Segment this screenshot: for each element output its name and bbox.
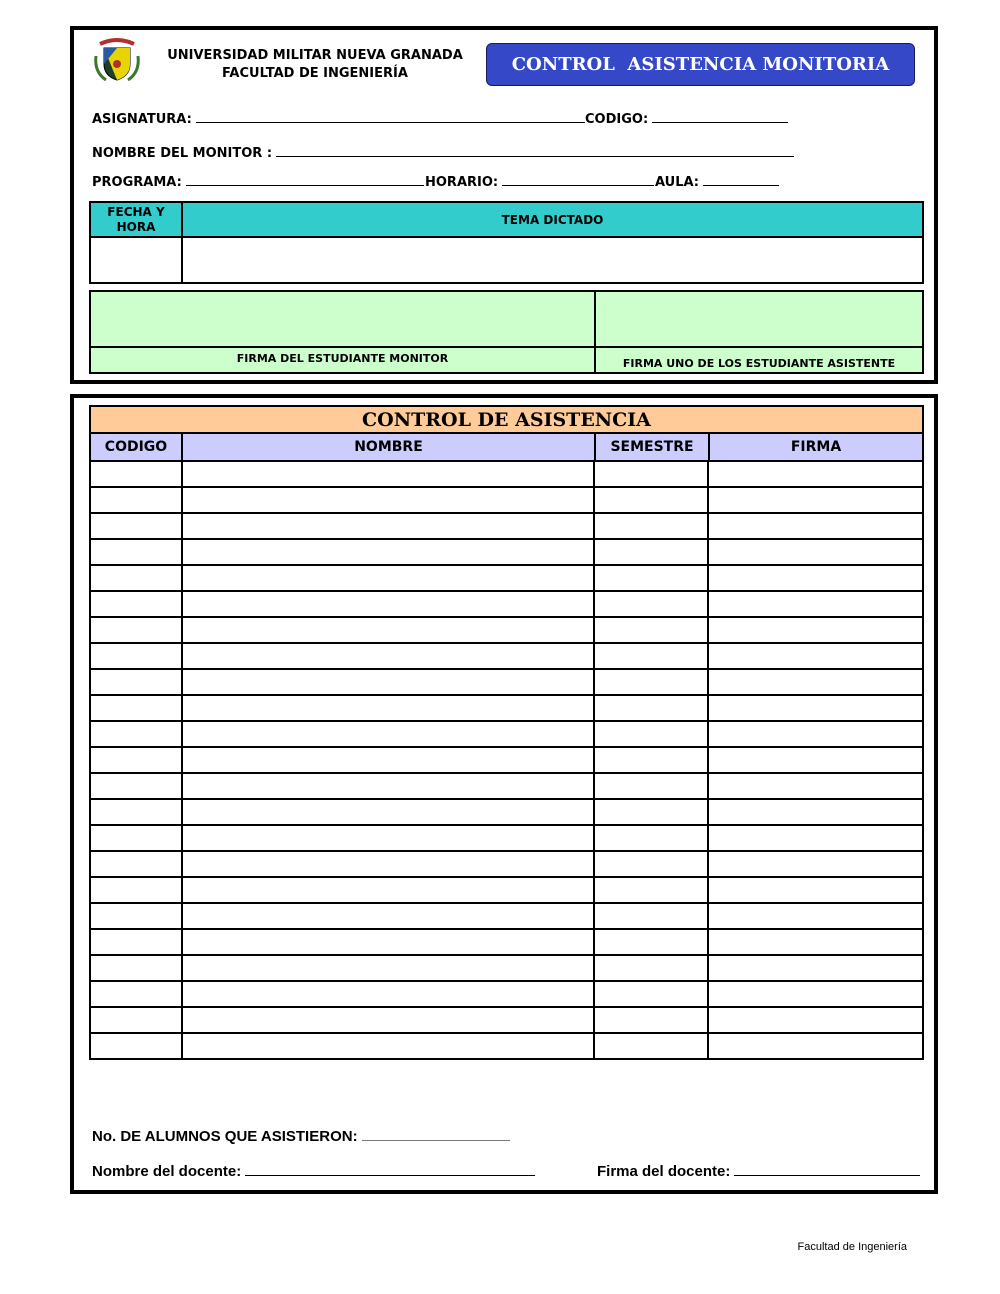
semestre-cell[interactable] xyxy=(594,1007,708,1033)
firma-cell[interactable] xyxy=(708,513,924,539)
attendance-row xyxy=(90,721,923,747)
attendance-row xyxy=(90,539,923,565)
codigo-label: CODIGO: xyxy=(585,112,649,127)
semestre-cell[interactable] xyxy=(594,877,708,903)
university-crest-logo xyxy=(90,34,144,86)
attendance-row xyxy=(90,1007,923,1033)
attendance-row xyxy=(90,695,923,721)
column-header-semestre xyxy=(594,432,710,462)
monitor-signature-area[interactable] xyxy=(89,290,596,348)
semestre-cell[interactable] xyxy=(594,981,708,1007)
attendance-row xyxy=(90,825,923,851)
firma-cell[interactable] xyxy=(708,1007,924,1033)
firma-cell[interactable] xyxy=(708,851,924,877)
fecha-hora-label: FECHA Y HORA xyxy=(107,204,165,234)
column-header-semestre-label: SEMESTRE xyxy=(610,439,694,455)
codigo-cell[interactable] xyxy=(90,851,182,877)
codigo-cell[interactable] xyxy=(90,1007,182,1033)
semestre-cell[interactable] xyxy=(594,669,708,695)
column-header-codigo xyxy=(89,432,183,462)
firma-cell[interactable] xyxy=(708,565,924,591)
semestre-cell[interactable] xyxy=(594,773,708,799)
form-title-box xyxy=(486,43,915,86)
monitor-signature-caption-cell xyxy=(89,346,596,374)
nombre-cell[interactable] xyxy=(182,825,594,851)
nombre-cell[interactable] xyxy=(182,877,594,903)
semestre-cell[interactable] xyxy=(594,643,708,669)
attendance-title-bar xyxy=(89,405,924,434)
semestre-cell[interactable] xyxy=(594,929,708,955)
aula-label: AULA: xyxy=(655,175,700,190)
nombre-cell[interactable] xyxy=(182,851,594,877)
semestre-cell[interactable] xyxy=(594,513,708,539)
column-header-firma-label: FIRMA xyxy=(790,439,842,455)
nombre-cell[interactable] xyxy=(182,643,594,669)
firma-cell[interactable] xyxy=(708,487,924,513)
nombre-cell[interactable] xyxy=(182,461,594,487)
semestre-cell[interactable] xyxy=(594,799,708,825)
semestre-cell[interactable] xyxy=(594,1033,708,1059)
nombre-cell[interactable] xyxy=(182,1033,594,1059)
firma-cell[interactable] xyxy=(708,721,924,747)
firma-cell[interactable] xyxy=(708,799,924,825)
attendance-row xyxy=(90,643,923,669)
column-header-firma xyxy=(708,432,924,462)
semestre-cell[interactable] xyxy=(594,747,708,773)
semestre-cell[interactable] xyxy=(594,851,708,877)
asignatura-field[interactable] xyxy=(92,110,585,128)
firma-cell[interactable] xyxy=(708,695,924,721)
nombre-cell[interactable] xyxy=(182,747,594,773)
codigo-cell[interactable] xyxy=(90,877,182,903)
asignatura-label: ASIGNATURA: xyxy=(92,112,192,127)
nombre-cell[interactable] xyxy=(182,1007,594,1033)
nombre-cell[interactable] xyxy=(182,695,594,721)
nombre-cell[interactable] xyxy=(182,617,594,643)
attendance-row xyxy=(90,617,923,643)
num-alumnos-field[interactable] xyxy=(92,1128,510,1145)
codigo-cell[interactable] xyxy=(90,981,182,1007)
semestre-cell[interactable] xyxy=(594,591,708,617)
codigo-cell[interactable] xyxy=(90,669,182,695)
nombre-cell[interactable] xyxy=(182,539,594,565)
num-alumnos-label: No. DE ALUMNOS QUE ASISTIERON: xyxy=(92,1128,358,1145)
semestre-cell[interactable] xyxy=(594,487,708,513)
firma-cell[interactable] xyxy=(708,591,924,617)
attendance-row xyxy=(90,903,923,929)
codigo-cell[interactable] xyxy=(90,955,182,981)
attendance-row xyxy=(90,487,923,513)
attendance-row xyxy=(90,955,923,981)
nombre-docente-field[interactable] xyxy=(92,1163,535,1180)
programa-field[interactable] xyxy=(92,173,424,191)
codigo-cell[interactable] xyxy=(90,747,182,773)
attendance-row xyxy=(90,747,923,773)
aula-field[interactable] xyxy=(655,173,779,191)
codigo-cell[interactable] xyxy=(90,539,182,565)
faculty-name: FACULTAD DE INGENIERÍA xyxy=(222,66,408,81)
semestre-cell[interactable] xyxy=(594,617,708,643)
horario-field[interactable] xyxy=(425,173,654,191)
horario-label: HORARIO: xyxy=(425,175,499,190)
semestre-cell[interactable] xyxy=(594,539,708,565)
nombre-cell[interactable] xyxy=(182,929,594,955)
firma-cell[interactable] xyxy=(708,877,924,903)
attendance-row xyxy=(90,513,923,539)
page-footer: Facultad de Ingeniería xyxy=(797,1241,907,1253)
attendance-row xyxy=(90,669,923,695)
codigo-cell[interactable] xyxy=(90,799,182,825)
codigo-cell[interactable] xyxy=(90,617,182,643)
firma-cell[interactable] xyxy=(708,747,924,773)
nombre-cell[interactable] xyxy=(182,981,594,1007)
nombre-cell[interactable] xyxy=(182,955,594,981)
codigo-cell[interactable] xyxy=(90,591,182,617)
tema-dictado-label: TEMA DICTADO xyxy=(501,212,604,227)
attendance-row xyxy=(90,929,923,955)
firma-docente-label: Firma del docente: xyxy=(597,1163,731,1180)
nombre-cell[interactable] xyxy=(182,773,594,799)
attendance-row xyxy=(90,773,923,799)
nombre-cell[interactable] xyxy=(182,487,594,513)
semestre-cell[interactable] xyxy=(594,565,708,591)
nombre-cell[interactable] xyxy=(182,903,594,929)
column-header-codigo-label: CODIGO xyxy=(104,439,168,455)
programa-label: PROGRAMA: xyxy=(92,175,182,190)
attendance-row xyxy=(90,851,923,877)
nombre-cell[interactable] xyxy=(182,669,594,695)
nombre-cell[interactable] xyxy=(182,799,594,825)
nombre-cell[interactable] xyxy=(182,591,594,617)
semestre-cell[interactable] xyxy=(594,461,708,487)
fecha-hora-input-cell[interactable] xyxy=(89,236,183,284)
firma-docente-field[interactable] xyxy=(597,1163,920,1180)
nombre-cell[interactable] xyxy=(182,565,594,591)
codigo-field[interactable] xyxy=(585,110,788,128)
form-title: CONTROL ASISTENCIA MONITORIA xyxy=(511,54,890,75)
codigo-cell[interactable] xyxy=(90,825,182,851)
semestre-cell[interactable] xyxy=(594,721,708,747)
nombre-cell[interactable] xyxy=(182,513,594,539)
firma-cell[interactable] xyxy=(708,669,924,695)
codigo-cell[interactable] xyxy=(90,513,182,539)
firma-cell[interactable] xyxy=(708,903,924,929)
nombre-cell[interactable] xyxy=(182,721,594,747)
codigo-cell[interactable] xyxy=(90,643,182,669)
codigo-cell[interactable] xyxy=(90,929,182,955)
attendance-table xyxy=(89,460,924,1060)
firma-cell[interactable] xyxy=(708,955,924,981)
tema-dictado-header xyxy=(181,201,924,238)
attendance-row xyxy=(90,591,923,617)
codigo-cell[interactable] xyxy=(90,1033,182,1059)
monitor-signature-label: FIRMA DEL ESTUDIANTE MONITOR xyxy=(236,351,449,365)
firma-cell[interactable] xyxy=(708,981,924,1007)
attendance-row xyxy=(90,1033,923,1059)
firma-cell[interactable] xyxy=(708,929,924,955)
codigo-cell[interactable] xyxy=(90,461,182,487)
firma-cell[interactable] xyxy=(708,539,924,565)
semestre-cell[interactable] xyxy=(594,903,708,929)
nombre-monitor-label: NOMBRE DEL MONITOR : xyxy=(92,146,273,161)
nombre-monitor-field[interactable] xyxy=(92,144,794,162)
codigo-cell[interactable] xyxy=(90,903,182,929)
firma-cell[interactable] xyxy=(708,617,924,643)
asistente-signature-label: FIRMA UNO DE LOS ESTUDIANTE ASISTENTE xyxy=(622,356,896,370)
codigo-cell[interactable] xyxy=(90,773,182,799)
column-header-nombre-label: NOMBRE xyxy=(354,439,423,455)
firma-cell[interactable] xyxy=(708,461,924,487)
semestre-cell[interactable] xyxy=(594,825,708,851)
fecha-hora-header xyxy=(89,201,183,238)
nombre-docente-label: Nombre del docente: xyxy=(92,1163,242,1180)
semestre-cell[interactable] xyxy=(594,695,708,721)
semestre-cell[interactable] xyxy=(594,955,708,981)
firma-cell[interactable] xyxy=(708,1033,924,1059)
asistente-signature-area[interactable] xyxy=(594,290,924,348)
column-header-nombre xyxy=(181,432,596,462)
university-name: UNIVERSIDAD MILITAR NUEVA GRANADA xyxy=(167,48,463,63)
attendance-row xyxy=(90,799,923,825)
codigo-cell[interactable] xyxy=(90,721,182,747)
codigo-cell[interactable] xyxy=(90,695,182,721)
firma-cell[interactable] xyxy=(708,643,924,669)
attendance-row xyxy=(90,461,923,487)
codigo-cell[interactable] xyxy=(90,487,182,513)
attendance-row xyxy=(90,565,923,591)
codigo-cell[interactable] xyxy=(90,565,182,591)
tema-dictado-input-cell[interactable] xyxy=(181,236,924,284)
asistente-signature-caption-cell xyxy=(594,346,924,374)
firma-cell[interactable] xyxy=(708,773,924,799)
attendance-title: CONTROL DE ASISTENCIA xyxy=(362,408,651,431)
firma-cell[interactable] xyxy=(708,825,924,851)
attendance-row xyxy=(90,877,923,903)
attendance-row xyxy=(90,981,923,1007)
